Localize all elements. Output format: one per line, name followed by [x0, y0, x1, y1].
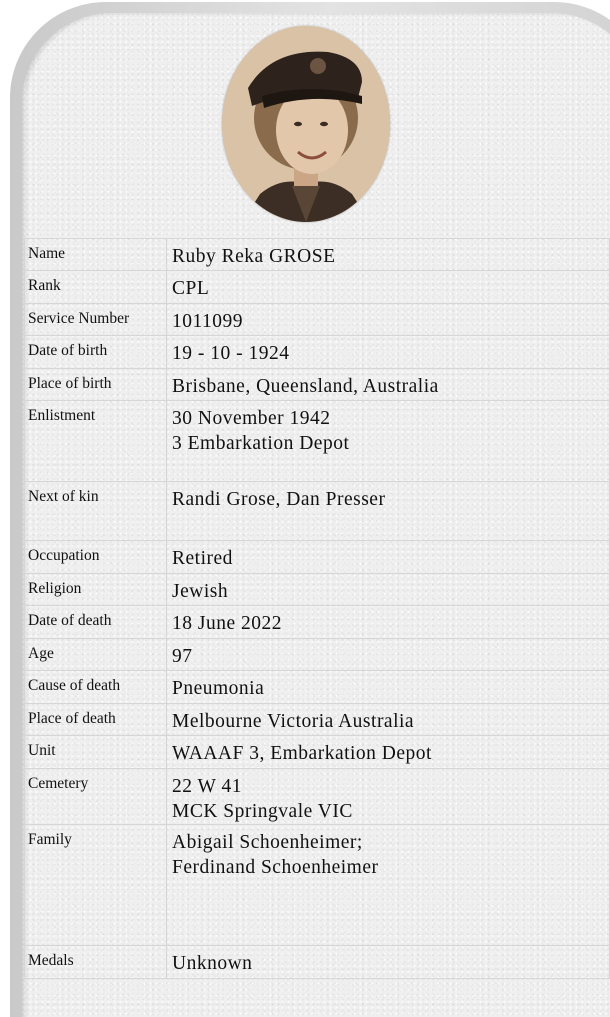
field-label: Date of death	[25, 606, 167, 639]
record-row	[25, 639, 610, 671]
field-label: Place of birth	[25, 369, 167, 401]
record-row	[25, 671, 610, 704]
field-value-line: Pneumonia	[172, 678, 265, 699]
field-value	[167, 336, 610, 369]
service-record-table	[24, 238, 610, 979]
field-value-line: Ferdinand Schoenheimer	[172, 857, 379, 878]
field-value-line: Abigail Schoenheimer;	[172, 832, 363, 853]
record-row	[25, 336, 610, 369]
field-value-line: Melbourne Victoria Australia	[172, 711, 415, 732]
record-row	[25, 574, 610, 606]
field-value	[167, 541, 610, 574]
field-value-line: Retired	[172, 548, 233, 569]
field-label: Name	[25, 239, 167, 271]
field-value	[167, 825, 610, 946]
field-label: Religion	[25, 574, 167, 606]
field-value-line: Ruby Reka GROSE	[172, 246, 336, 267]
portrait-photo	[222, 26, 390, 222]
field-value	[167, 946, 610, 979]
field-value-line: Randi Grose, Dan Presser	[172, 489, 386, 510]
field-value	[167, 482, 610, 541]
record-row	[25, 736, 610, 769]
field-value-line: 18 June 2022	[172, 613, 282, 634]
field-value	[167, 304, 610, 336]
field-label: Rank	[25, 271, 167, 304]
field-value	[167, 639, 610, 671]
field-value-line: 3 Embarkation Depot	[172, 433, 350, 454]
field-label: Cause of death	[25, 671, 167, 704]
record-row	[25, 946, 610, 979]
field-label: Medals	[25, 946, 167, 979]
field-value-line: Brisbane, Queensland, Australia	[172, 376, 439, 397]
field-label: Date of birth	[25, 336, 167, 369]
field-value-line: WAAAF 3, Embarkation Depot	[172, 743, 432, 764]
field-label: Place of death	[25, 704, 167, 736]
field-value	[167, 704, 610, 736]
field-label: Next of kin	[25, 482, 167, 541]
record-row	[25, 304, 610, 336]
field-value	[167, 401, 610, 482]
record-row	[25, 704, 610, 736]
field-label: Occupation	[25, 541, 167, 574]
record-row	[25, 271, 610, 304]
field-label: Age	[25, 639, 167, 671]
record-row	[25, 369, 610, 401]
record-row	[25, 825, 610, 946]
record-row	[25, 769, 610, 825]
field-label: Unit	[25, 736, 167, 769]
field-value-line: Unknown	[172, 953, 253, 974]
field-value-line: MCK Springvale VIC	[172, 801, 353, 822]
field-label: Cemetery	[25, 769, 167, 825]
field-label: Service Number	[25, 304, 167, 336]
field-value	[167, 671, 610, 704]
field-value	[167, 574, 610, 606]
field-value-line: 22 W 41	[172, 776, 242, 797]
field-label: Enlistment	[25, 401, 167, 482]
field-value	[167, 736, 610, 769]
record-row	[25, 239, 610, 271]
field-value	[167, 606, 610, 639]
field-value	[167, 369, 610, 401]
field-value	[167, 239, 610, 271]
field-value	[167, 271, 610, 304]
field-value-line: 30 November 1942	[172, 408, 331, 429]
record-row	[25, 541, 610, 574]
field-value-line: 1011099	[172, 311, 244, 332]
field-value-line: Jewish	[172, 581, 229, 602]
record-row	[25, 482, 610, 541]
record-row	[25, 606, 610, 639]
field-value-line: 19 - 10 - 1924	[172, 343, 290, 364]
field-value-line: 97	[172, 646, 193, 667]
field-value-line: CPL	[172, 278, 210, 299]
field-label: Family	[25, 825, 167, 946]
record-row	[25, 401, 610, 482]
field-value	[167, 769, 610, 825]
